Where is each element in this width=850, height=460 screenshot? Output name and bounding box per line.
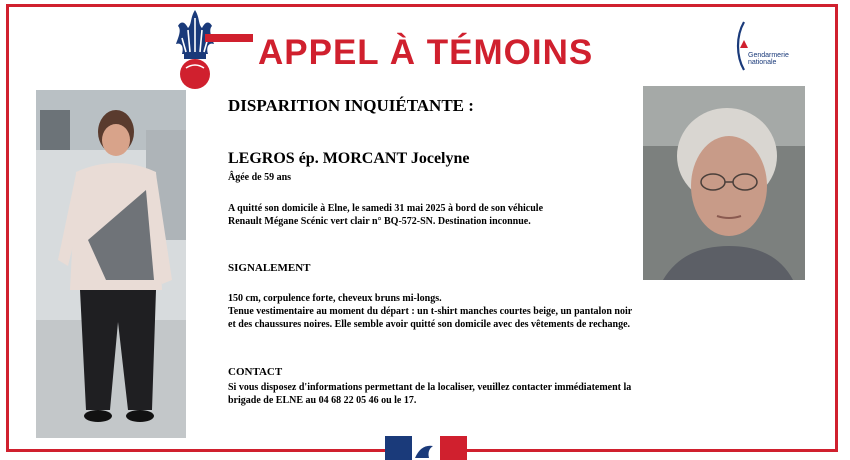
page-title: APPEL À TÉMOINS	[258, 33, 594, 72]
person-age: Âgée de 59 ans	[228, 172, 292, 183]
signalement-line: Tenue vestimentaire au moment du départ : un t-shirt manches courtes beige, un pantalon noir	[228, 306, 633, 317]
marianne-flag-icon	[385, 436, 467, 460]
gendarmerie-logo-text	[748, 52, 789, 66]
contact-title: CONTACT	[228, 366, 283, 378]
signalement-line: et des chaussures noires. Elle semble avoir quitté son domicile avec des vêtements de rechange.	[228, 319, 631, 330]
description	[228, 202, 543, 228]
logo-text-line2: nationale	[748, 59, 777, 66]
notice-heading: DISPARITION INQUIÉTANTE :	[228, 96, 474, 115]
portrait-photo	[643, 86, 805, 280]
signalement-title: SIGNALEMENT	[228, 262, 311, 274]
description-line: Renault Mégane Scénic vert clair n° BQ-572-SN. Destination inconnue.	[228, 216, 531, 227]
title-stripe	[205, 34, 253, 42]
grenade-emblem-icon	[168, 8, 222, 92]
contact-line: Si vous disposez d'informations permettant de la localiser, veuillez contacter immédiatement la	[228, 382, 632, 393]
contact-line: brigade de ELNE au 04 68 22 05 46 ou le 17.	[228, 395, 417, 406]
signalement-line: 150 cm, corpulence forte, cheveux bruns mi-longs.	[228, 293, 442, 304]
logo-text-line1: Gendarmerie	[748, 52, 789, 59]
signalement-text	[228, 292, 632, 331]
person-name: LEGROS ép. MORCANT Jocelyne	[228, 150, 470, 167]
full-body-photo	[36, 90, 186, 438]
description-line: A quitté son domicile à Elne, le samedi 31 mai 2025 à bord de son véhicule	[228, 203, 544, 214]
contact-text	[228, 381, 631, 407]
